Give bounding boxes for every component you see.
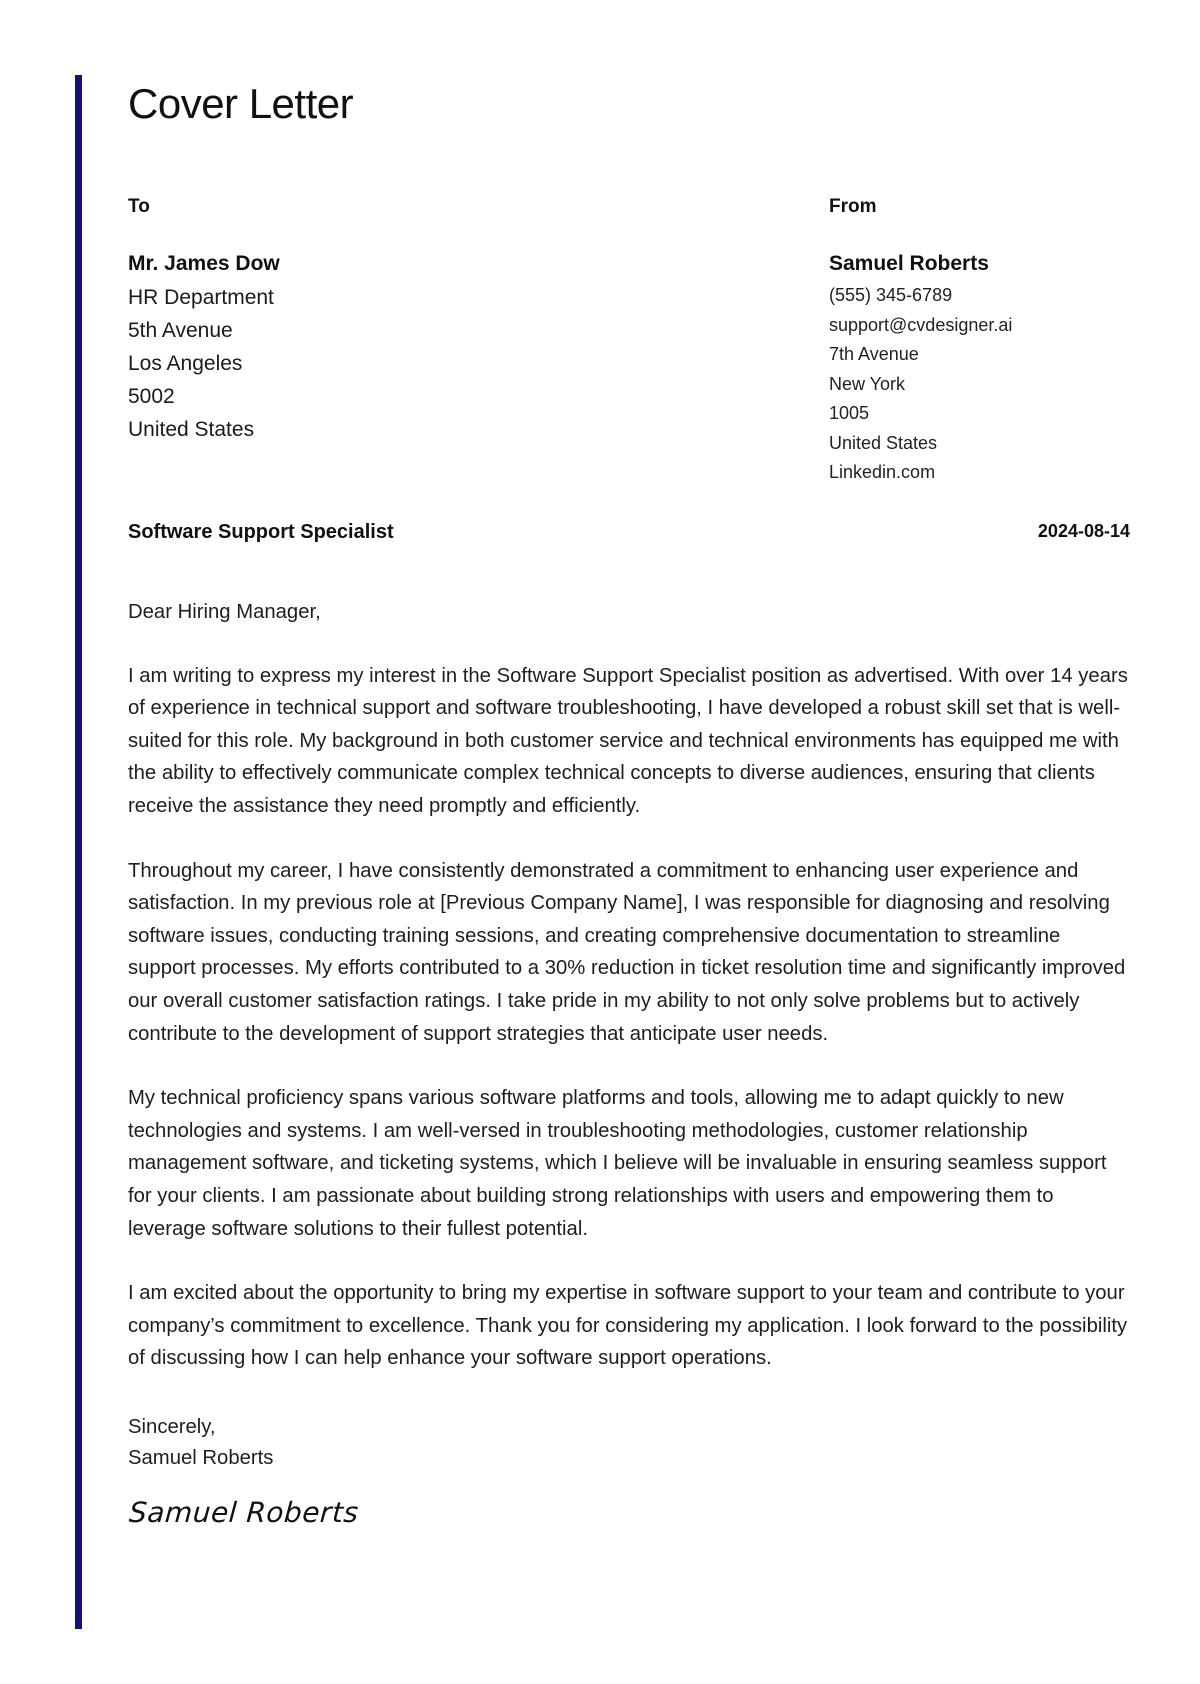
accent-bar xyxy=(75,75,82,1629)
body-paragraph-3: My technical proficiency spans various software platforms and tools, allowing me to adapt quickly to new technologies and systems. I am well-versed in troubleshooting methodologies, customer relationship management software, and ticketing systems, which I believe will be invaluable in ensuring seamless support for your clients. I am passionate about building strong relationships with users and empowering them to leverage software solutions to their fullest potential. xyxy=(128,1087,1107,1240)
signature: Samuel Roberts xyxy=(128,1496,360,1529)
sender-email: support@cvdesigner.ai xyxy=(829,314,1013,335)
letter-date: 2024-08-14 xyxy=(1037,521,1130,541)
closing-text: Sincerely, xyxy=(128,1416,216,1438)
page-title: Cover Letter xyxy=(128,80,354,127)
to-label: To xyxy=(128,196,150,217)
body-paragraph-1: I am writing to express my interest in the Software Support Specialist position as advertised. With over 14 years of experience in technical support and software troubleshooting, I have developed a robust skill set that is well-suited for this role. My background in both customer service and technical environments has equipped me with the ability to effectively communicate complex technical concepts to diverse audiences, ensuring that clients receive the assistance they need promptly and efficiently. xyxy=(128,664,1128,817)
sender-city: New York xyxy=(829,373,906,394)
closing-name: Samuel Roberts xyxy=(128,1447,274,1469)
sender-street: 7th Avenue xyxy=(829,344,919,364)
recipient-city: Los Angeles xyxy=(128,352,243,375)
sender-phone: (555) 345-6789 xyxy=(829,285,953,305)
sender-website: Linkedin.com xyxy=(829,462,936,482)
recipient-block xyxy=(128,251,280,446)
recipient-street: 5th Avenue xyxy=(128,319,233,342)
recipient-department: HR Department xyxy=(128,286,274,309)
closing-block xyxy=(128,1412,273,1474)
from-label: From xyxy=(829,196,877,217)
body-paragraph-2: Throughout my career, I have consistently demonstrated a commitment to enhancing user experience and satisfaction. In my previous role at [Previous Company Name], I was responsible for diagnosing and resolving software issues, conducting training sessions, and creating comprehensive documentation to streamline support processes. My efforts contributed to a 30% reduction in ticket resolution time and significantly improved our overall customer satisfaction ratings. I take pride in my ability to not only solve problems but to actively contribute to the development of support strategies that anticipate user needs. xyxy=(128,859,1126,1045)
sender-block xyxy=(829,251,1012,488)
recipient-country: United States xyxy=(128,418,255,441)
recipient-name: Mr. James Dow xyxy=(128,252,280,275)
sender-country: United States xyxy=(829,432,938,453)
salutation: Dear Hiring Manager, xyxy=(128,601,321,623)
letter-body xyxy=(128,596,1128,1407)
recipient-postal-code: 5002 xyxy=(128,385,175,408)
sender-postal-code: 1005 xyxy=(829,403,870,423)
sender-name: Samuel Roberts xyxy=(829,252,989,275)
job-title: Software Support Specialist xyxy=(128,521,394,543)
body-paragraph-4: I am excited about the opportunity to bring my expertise in software support to your team and contribute to your company’s commitment to excellence. Thank you for considering my application. I look forward to the possibility of discussing how I can help enhance your software support operations. xyxy=(128,1282,1128,1370)
